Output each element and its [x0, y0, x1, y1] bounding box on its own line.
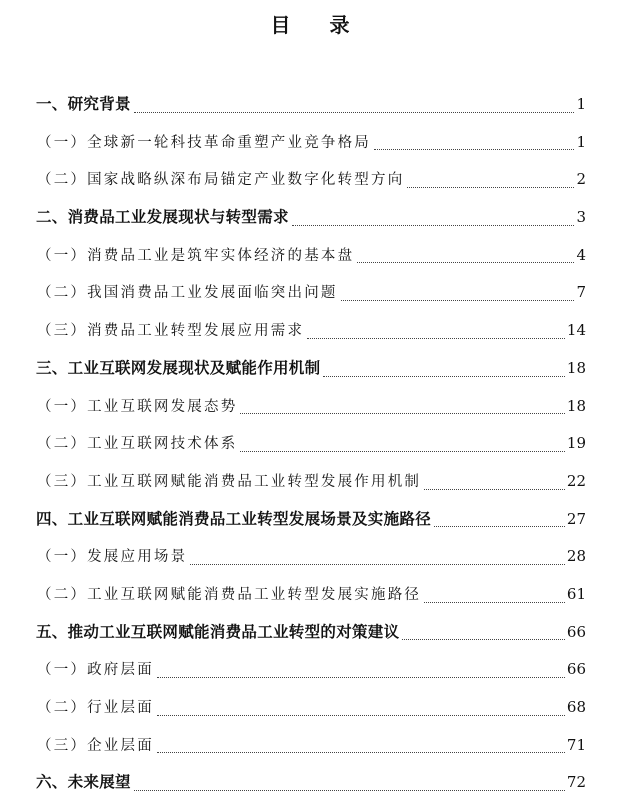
toc-page-number: 14: [566, 321, 586, 340]
toc-entry-label: 四、工业互联网赋能消费品工业转型发展场景及实施路径: [36, 509, 432, 528]
toc-entry[interactable]: [0, 538, 620, 576]
dot-leader: [307, 337, 565, 339]
dot-leader: [134, 789, 565, 791]
toc-page-number: 22: [566, 471, 586, 490]
dot-leader: [402, 638, 565, 640]
toc-page-number: 61: [566, 584, 586, 603]
toc-page-number: 19: [566, 434, 586, 453]
toc-entry[interactable]: [0, 614, 620, 652]
dot-leader: [357, 261, 574, 263]
dot-leader: [292, 224, 575, 226]
toc-entry[interactable]: [0, 689, 620, 727]
toc-entry[interactable]: [0, 199, 620, 237]
dot-leader: [434, 525, 565, 527]
page-title: 目 录: [270, 13, 366, 37]
dot-leader: [157, 751, 565, 753]
toc-page-number: 18: [566, 358, 586, 377]
toc-page-number: 18: [566, 396, 586, 415]
toc-page-number: 27: [566, 509, 586, 528]
dot-leader: [190, 563, 565, 565]
toc-entry-label: （一）消费品工业是筑牢实体经济的基本盘: [37, 247, 355, 264]
toc-entry-label: （二）工业互联网赋能消费品工业转型发展实施路径: [37, 586, 422, 603]
toc-entry[interactable]: [0, 727, 620, 765]
toc-entry-label: （一）全球新一轮科技革命重塑产业竞争格局: [37, 134, 371, 151]
toc-entry-label: （二）行业层面: [37, 700, 154, 716]
toc-entry[interactable]: [0, 274, 620, 312]
toc-entry-label: 一、研究背景: [36, 95, 131, 113]
toc-entry[interactable]: [0, 86, 620, 124]
dot-leader: [341, 299, 575, 301]
toc-page-number: 1: [576, 132, 586, 151]
toc-entry[interactable]: [0, 651, 620, 689]
toc-page-number: 66: [566, 660, 586, 679]
toc-page-number: 28: [566, 547, 586, 566]
toc-entry[interactable]: [0, 124, 620, 162]
dot-leader: [424, 601, 565, 603]
toc-entry-label: （二）工业互联网技术体系: [37, 436, 238, 453]
toc-entry-label: （二）国家战略纵深布局锚定产业数字化转型方向: [37, 172, 405, 189]
toc-entry[interactable]: [0, 764, 620, 802]
toc-page-number: 66: [566, 622, 586, 641]
toc-entry-label: （二）我国消费品工业发展面临突出问题: [37, 285, 338, 302]
toc-entry[interactable]: [0, 501, 620, 539]
toc-page-number: 3: [576, 208, 586, 227]
table-of-contents: [0, 86, 620, 802]
dot-leader: [407, 186, 574, 188]
dot-leader: [323, 375, 565, 377]
toc-entry[interactable]: [0, 425, 620, 463]
toc-entry[interactable]: [0, 388, 620, 426]
dot-leader: [424, 488, 565, 490]
toc-entry-label: 六、未来展望: [36, 773, 131, 792]
toc-page-number: 72: [566, 773, 586, 792]
toc-entry[interactable]: [0, 237, 620, 275]
toc-entry-label: （三）企业层面: [37, 737, 154, 754]
toc-entry-label: （一）发展应用场景: [37, 549, 188, 566]
toc-page-number: 1: [576, 95, 586, 113]
dot-leader: [134, 111, 575, 113]
toc-entry[interactable]: [0, 463, 620, 501]
toc-entry[interactable]: [0, 350, 620, 388]
toc-page-number: 7: [576, 283, 586, 302]
toc-page-number: 68: [566, 698, 586, 716]
toc-entry-label: （一）政府层面: [37, 662, 154, 679]
dot-leader: [240, 450, 565, 452]
dot-leader: [240, 412, 565, 414]
toc-entry-label: 五、推动工业互联网赋能消费品工业转型的对策建议: [36, 622, 400, 641]
toc-entry-label: 三、工业互联网发展现状及赋能作用机制: [36, 358, 321, 377]
toc-page-number: 2: [576, 170, 586, 189]
dot-leader: [157, 676, 565, 678]
dot-leader: [374, 148, 574, 150]
toc-entry[interactable]: [0, 312, 620, 350]
toc-entry-label: （三）消费品工业转型发展应用需求: [37, 323, 305, 340]
toc-entry[interactable]: [0, 161, 620, 199]
dot-leader: [157, 714, 565, 716]
toc-entry-label: 二、消费品工业发展现状与转型需求: [36, 208, 289, 227]
toc-entry-label: （三）工业互联网赋能消费品工业转型发展作用机制: [37, 473, 422, 490]
toc-page-number: 71: [566, 735, 586, 754]
toc-entry[interactable]: [0, 576, 620, 614]
toc-page-number: 4: [576, 245, 586, 264]
toc-entry-label: （一）工业互联网发展态势: [37, 398, 238, 415]
